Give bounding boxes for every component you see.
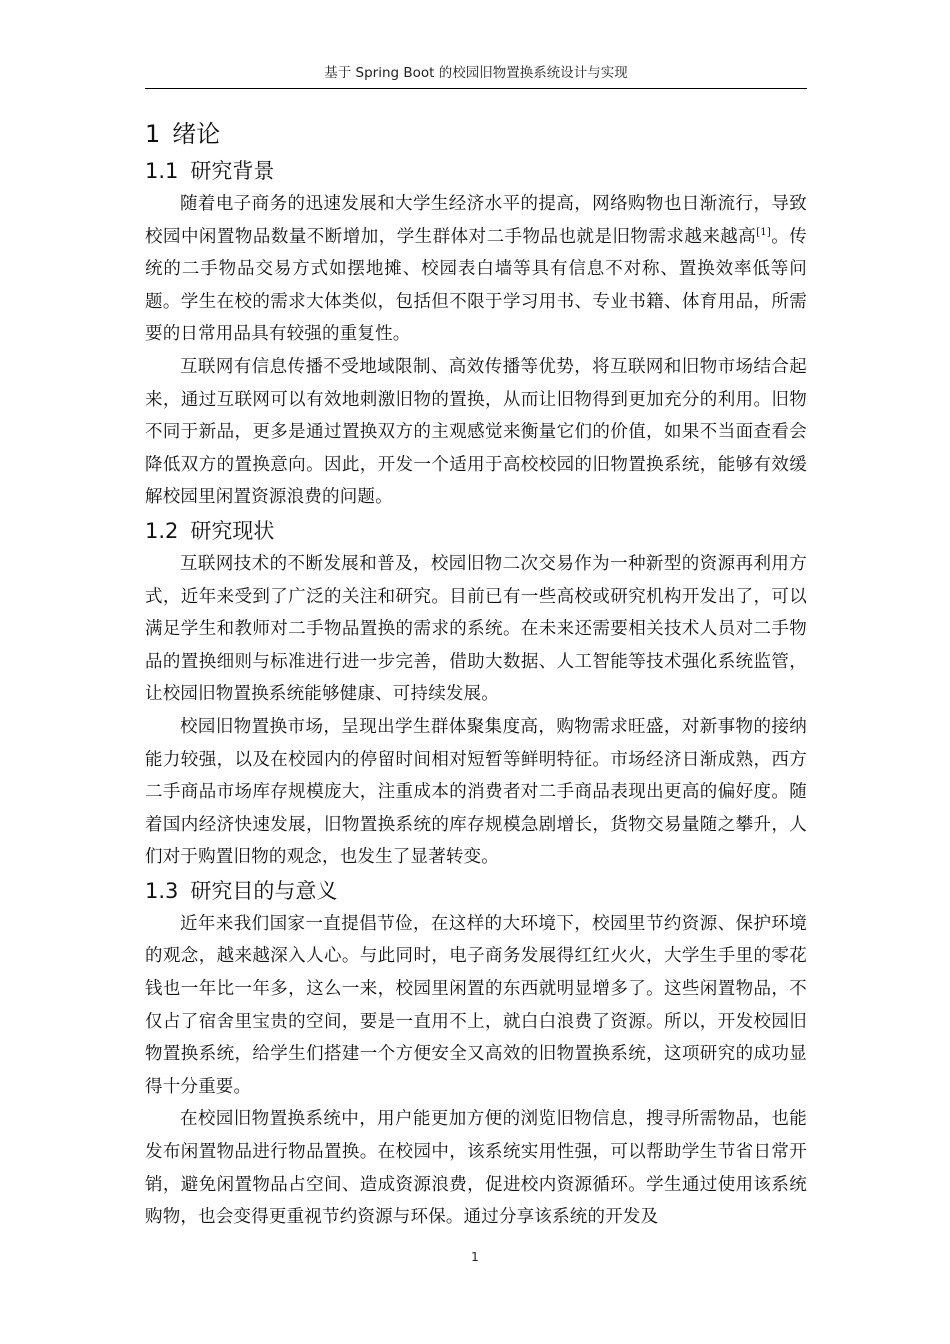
section-number: 1.1 bbox=[145, 159, 179, 183]
running-header: 基于 Spring Boot 的校园旧物置换系统设计与实现 bbox=[324, 65, 628, 81]
paragraph: 校园旧物置换市场，呈现出学生群体聚集度高，购物需求旺盛，对新事物的接纳能力较强，以及在校园内的停留时间相对短暂等鲜明特征。市场经济日渐成熟，西方二手商品市场库存规模庞大，注重成本的消费者对二手商品表现出更高的偏好度。随着国内经济快速发展，旧物置换系统的库存规模急剧增长，货物交易量随之攀升，人们对于购置旧物的观念，也发生了显著转变。 bbox=[145, 716, 807, 868]
section-heading-purpose bbox=[145, 874, 807, 908]
section-title: 研究现状 bbox=[190, 518, 275, 543]
chapter-number: 1 bbox=[145, 120, 161, 148]
header-rule bbox=[145, 88, 807, 89]
paragraph: 在校园旧物置换系统中，用户能更加方便的浏览旧物信息，搜寻所需物品，也能发布闲置物品进行物品置换。在校园中，该系统实用性强，可以帮助学生节省日常开销，避免闲置物品占空间、造成资源浪费，促进校内资源循环。学生通过使用该系统购物，也会变得更重视节约资源与环保。通过分享该系统的开发及 bbox=[145, 1109, 807, 1228]
section-heading-background bbox=[145, 154, 807, 188]
chapter-title: 绪论 bbox=[172, 120, 221, 148]
page-number: 1 bbox=[471, 1250, 479, 1264]
paragraph-text: 随着电子商务的迅速发展和大学生经济水平的提高，网络购物也日渐流行，导致校园中闲置物品数量不断增加，学生群体对二手物品也就是旧物需求越来越高 bbox=[145, 194, 807, 247]
section-title: 研究目的与意义 bbox=[190, 878, 338, 903]
section-number: 1.2 bbox=[145, 518, 179, 543]
paragraph: 互联网有信息传播不受地域限制、高效传播等优势，将互联网和旧物市场结合起来，通过互联网可以有效地刺激旧物的置换，从而让旧物得到更加充分的利用。旧物不同于新品，更多是通过置换双方的主观感觉来衡量它们的价值，如果不当面查看会降低双方的置换意向。因此，开发一个适用于高校校园的旧物置换系统，能够有效缓解校园里闲置资源浪费的问题。 bbox=[145, 356, 807, 508]
citation-marker: [1] bbox=[756, 226, 772, 238]
section-title: 研究背景 bbox=[190, 159, 275, 183]
paragraph-text: 。传统的二手物品交易方式如摆地摊、校园表白墙等具有信息不对称、置换效率低等问题。学生在校的需求大体类似，包括但不限于学习用书、专业书籍、体育用品，所需要的日常用品具有较强的重复性。 bbox=[145, 226, 807, 345]
section-number: 1.3 bbox=[145, 878, 179, 903]
section-heading-status bbox=[145, 514, 807, 548]
chapter-heading bbox=[145, 114, 807, 154]
page-body bbox=[145, 110, 807, 1234]
paragraph: 互联网技术的不断发展和普及，校园旧物二次交易作为一种新型的资源再利用方式，近年来受到了广泛的关注和研究。目前已有一些高校或研究机构开发出了，可以满足学生和教师对二手物品置换的需求的系统。在未来还需要相关技术人员对二手物品的置换细则与标准进行进一步完善，借助大数据、人工智能等技术强化系统监管，让校园旧物置换系统能够健康、可持续发展。 bbox=[145, 553, 807, 705]
paragraph: 近年来我们国家一直提倡节俭，在这样的大环境下，校园里节约资源、保护环境的观念，越来越深入人心。与此同时，电子商务发展得红红火火，大学生手里的零花钱也一年比一年多，这么一来，校园里闲置的东西就明显增多了。这些闲置物品，不仅占了宿舍里宝贵的空间，要是一直用不上，就白白浪费了资源。所以，开发校园旧物置换系统，给学生们搭建一个方便安全又高效的旧物置换系统，这项研究的成功显得十分重要。 bbox=[145, 913, 807, 1097]
paragraph bbox=[145, 188, 807, 351]
